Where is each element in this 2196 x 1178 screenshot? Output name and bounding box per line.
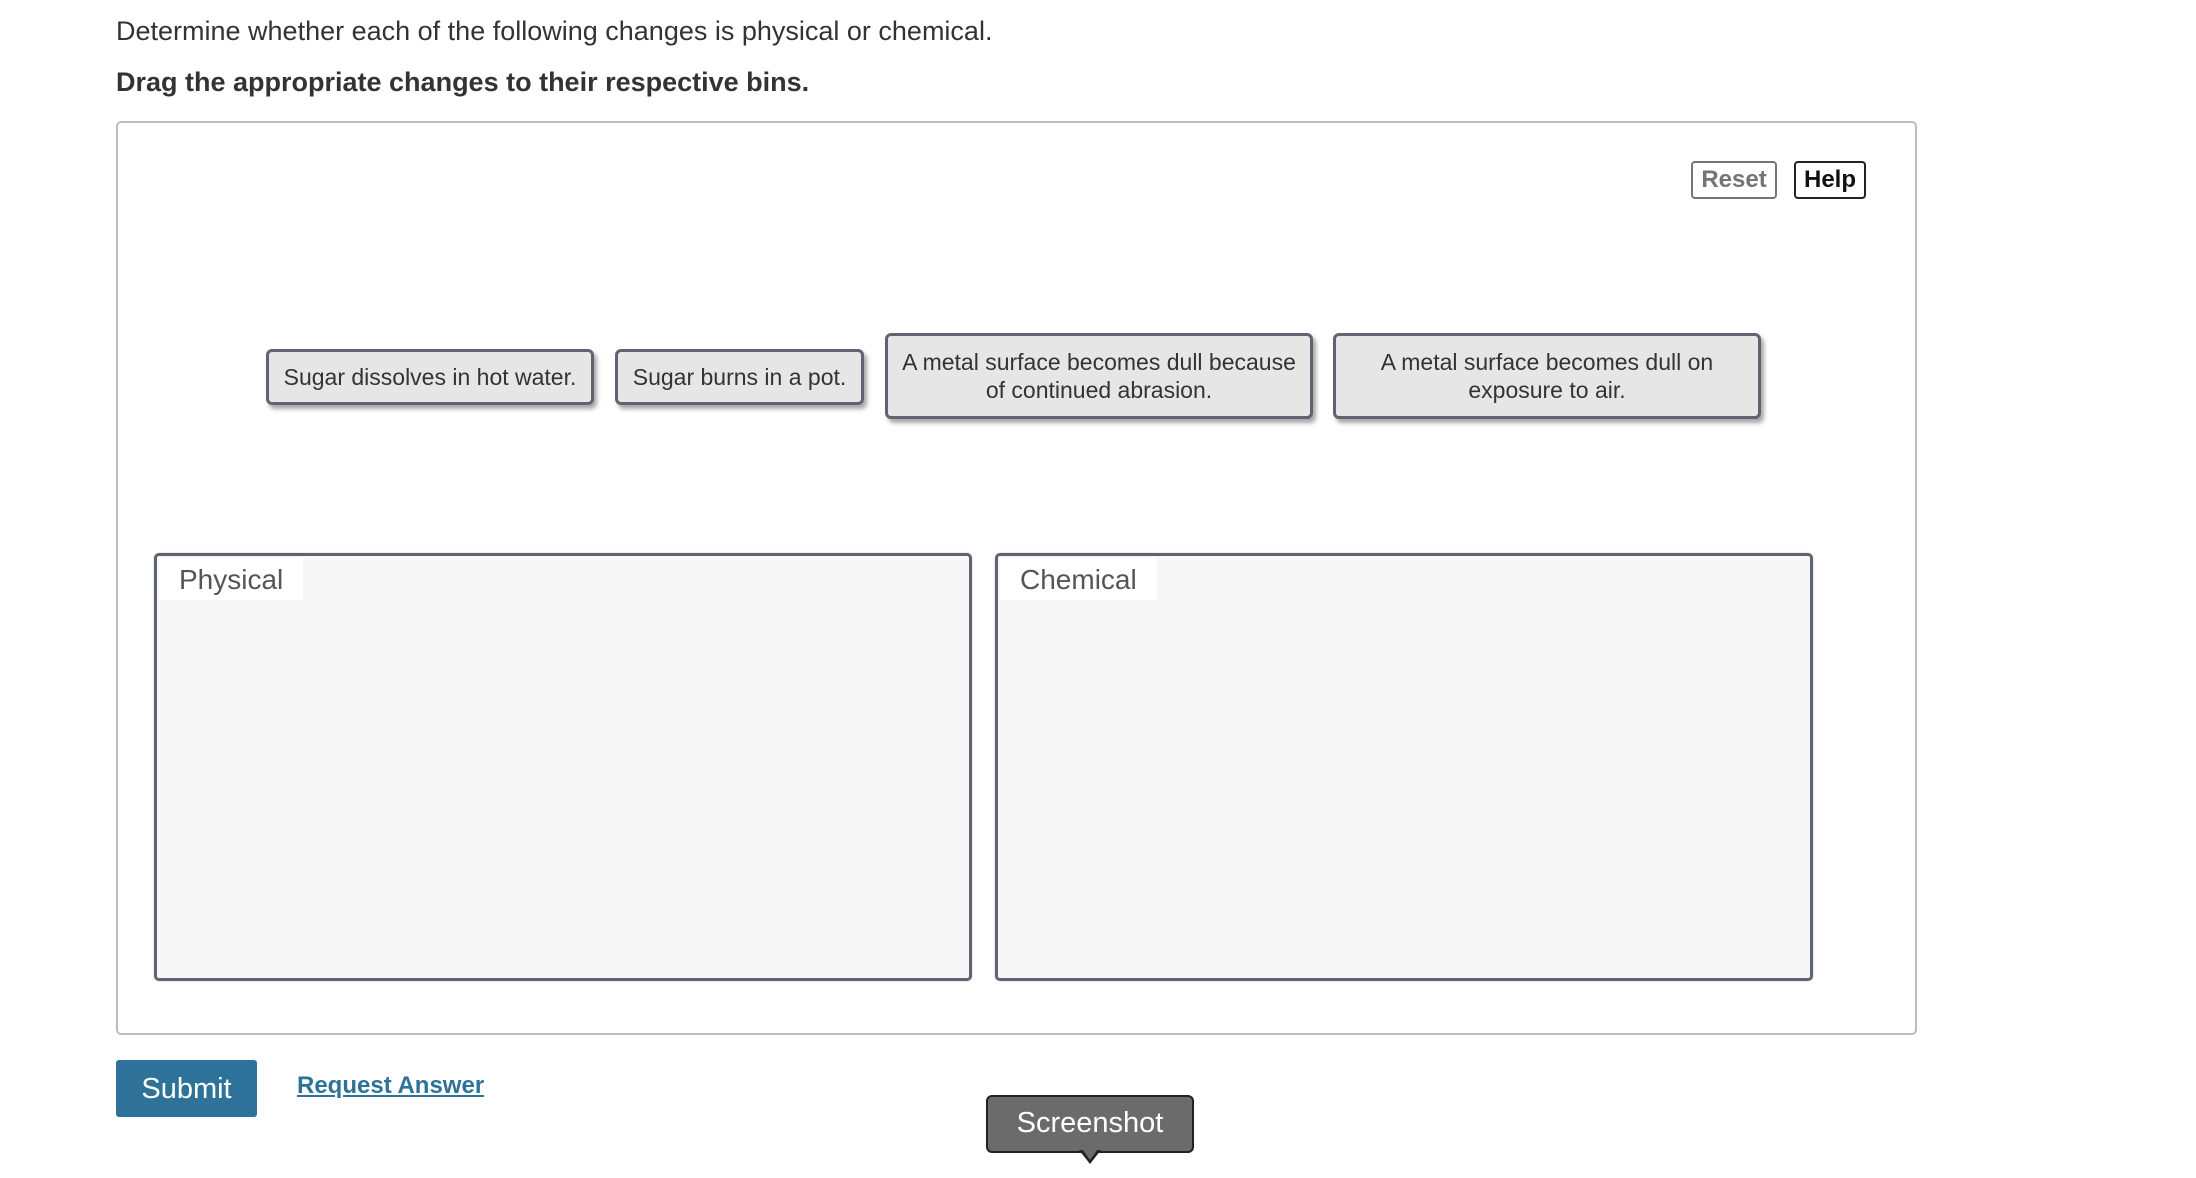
draggable-item-metal-abrasion[interactable]: A metal surface becomes dull because of continued abrasion. <box>885 333 1313 419</box>
tooltip-pointer-fill <box>1082 1149 1098 1160</box>
screenshot-tooltip: Screenshot <box>986 1095 1194 1153</box>
draggable-item-metal-air-exposure[interactable]: A metal surface becomes dull on exposure to air. <box>1333 333 1761 419</box>
reset-button[interactable]: Reset <box>1691 161 1777 199</box>
bin-chemical[interactable] <box>995 553 1813 981</box>
draggable-item-sugar-burns[interactable]: Sugar burns in a pot. <box>615 349 864 405</box>
question-prompt: Determine whether each of the following changes is physical or chemical. <box>116 16 993 46</box>
question-instruction: Drag the appropriate changes to their respective bins. <box>116 67 810 97</box>
bin-physical[interactable] <box>154 553 972 981</box>
bin-label-physical: Physical <box>159 558 303 600</box>
submit-button[interactable]: Submit <box>116 1060 257 1117</box>
bin-label-chemical: Chemical <box>1000 558 1157 600</box>
drag-drop-workspace <box>116 121 1917 1035</box>
help-button[interactable]: Help <box>1794 161 1866 199</box>
draggable-item-sugar-dissolves[interactable]: Sugar dissolves in hot water. <box>266 349 594 405</box>
request-answer-link[interactable]: Request Answer <box>297 1072 485 1099</box>
